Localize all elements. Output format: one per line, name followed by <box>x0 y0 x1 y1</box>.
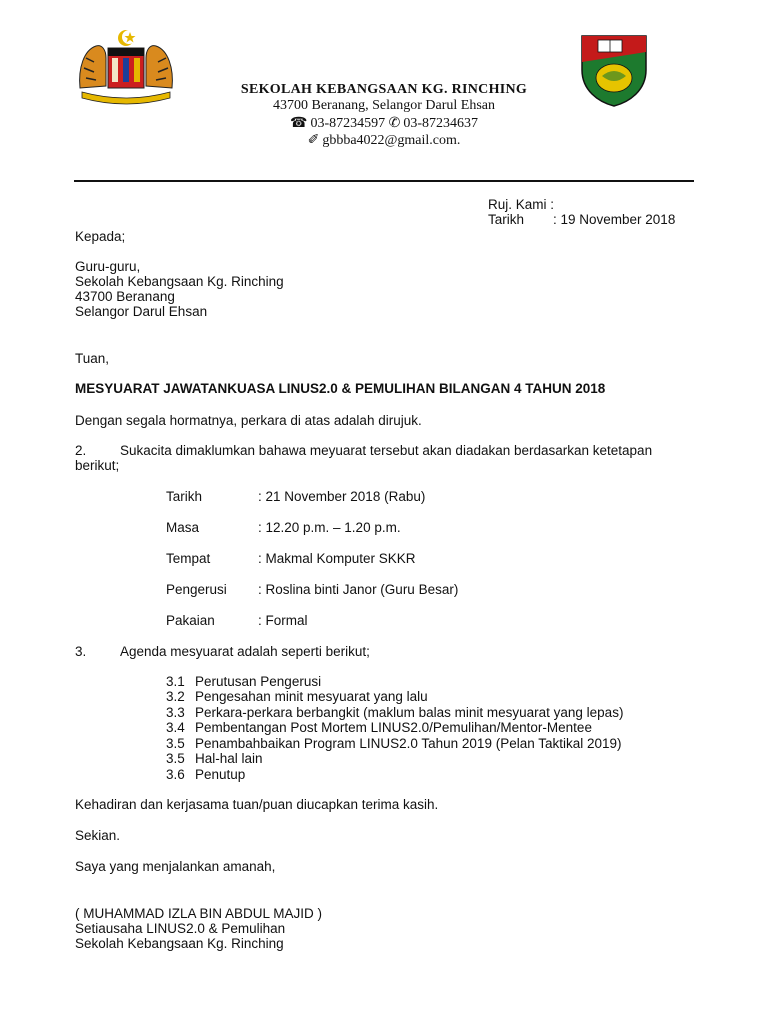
agenda-item: Penutup <box>195 767 246 782</box>
closing-thanks: Kehadiran dan kerjasama tuan/puan diucapkan terima kasih. <box>75 797 439 812</box>
detail-value: : Roslina binti Janor (Guru Besar) <box>258 582 459 597</box>
agenda-item: Pengesahan minit mesyuarat yang lalu <box>195 689 428 704</box>
agenda-number: 3.5 <box>166 751 185 766</box>
phone-number-1: 03-87234597 <box>310 116 386 131</box>
contact-phones <box>0 115 768 132</box>
school-name: SEKOLAH KEBANGSAAN KG. RINCHING <box>240 82 528 97</box>
signatory-name: ( MUHAMMAD IZLA BIN ABDUL MAJID ) <box>75 906 323 921</box>
agenda-number: 3.5 <box>166 736 185 751</box>
fax-icon: ✆ <box>388 116 401 131</box>
agenda-number: 3.1 <box>166 674 185 689</box>
agenda-number: 3.3 <box>166 705 185 720</box>
salutation: Tuan, <box>75 351 110 366</box>
recipient-line-1: Guru-guru, <box>75 259 141 274</box>
agenda-number: 3.2 <box>166 689 185 704</box>
para2-number: 2. <box>75 443 87 458</box>
recipient-line-3: 43700 Beranang <box>75 289 175 304</box>
detail-label: Tarikh <box>166 489 203 504</box>
signatory-org: Sekolah Kebangsaan Kg. Rinching <box>75 936 284 951</box>
intro-paragraph: Dengan segala hormatnya, perkara di atas adalah dirujuk. <box>75 413 422 428</box>
phone-icon: ☎ <box>289 116 308 131</box>
date-label: Tarikh <box>488 212 525 227</box>
agenda-number: 3.6 <box>166 767 185 782</box>
closing-sekian: Sekian. <box>75 828 121 843</box>
recipient-line-4: Selangor Darul Ehsan <box>75 304 208 319</box>
agenda-item: Perkara-perkara berbangkit (maklum balas minit mesyuarat yang lepas) <box>195 705 624 720</box>
agenda-item: Hal-hal lain <box>195 751 263 766</box>
contact-email <box>0 132 768 149</box>
ref-label: Ruj. Kami : <box>488 197 555 212</box>
detail-label: Tempat <box>166 551 211 566</box>
para2-text-1: Sukacita dimaklumkan bahawa meyuarat tersebut akan diadakan berdasarkan ketetapan <box>120 443 653 458</box>
kepada: Kepada; <box>75 229 126 244</box>
school-address: 43700 Beranang, Selangor Darul Ehsan <box>273 98 495 113</box>
subject-heading: MESYUARAT JAWATANKUASA LINUS2.0 & PEMULIHAN BILANGAN 4 TAHUN 2018 <box>75 381 606 396</box>
detail-label: Pakaian <box>166 613 215 628</box>
phone-number-2: 03-87234637 <box>403 116 479 131</box>
agenda-item: Perutusan Pengerusi <box>195 674 322 689</box>
mail-icon: ✐ <box>307 133 320 148</box>
agenda-item: Pembentangan Post Mortem LINUS2.0/Pemulihan/Mentor-Mentee <box>195 720 592 735</box>
detail-value: : Makmal Komputer SKKR <box>258 551 416 566</box>
para3-text: Agenda mesyuarat adalah seperti berikut; <box>120 644 370 659</box>
closing-amanah: Saya yang menjalankan amanah, <box>75 859 276 874</box>
para2-text-2: berikut; <box>75 458 120 473</box>
detail-value: : 21 November 2018 (Rabu) <box>258 489 426 504</box>
agenda-item: Penambahbaikan Program LINUS2.0 Tahun 2019 (Pelan Taktikal 2019) <box>195 736 622 751</box>
date-value: : 19 November 2018 <box>553 212 676 227</box>
agenda-number: 3.4 <box>166 720 185 735</box>
recipient-line-2: Sekolah Kebangsaan Kg. Rinching <box>75 274 284 289</box>
detail-label: Pengerusi <box>166 582 227 597</box>
detail-value: : 12.20 p.m. – 1.20 p.m. <box>258 520 401 535</box>
signatory-title: Setiausaha LINUS2.0 & Pemulihan <box>75 921 286 936</box>
detail-label: Masa <box>166 520 200 535</box>
header-divider <box>74 180 694 182</box>
email-address: gbbba4022@gmail.com. <box>322 133 461 148</box>
para3-number: 3. <box>75 644 87 659</box>
detail-value: : Formal <box>258 613 308 628</box>
